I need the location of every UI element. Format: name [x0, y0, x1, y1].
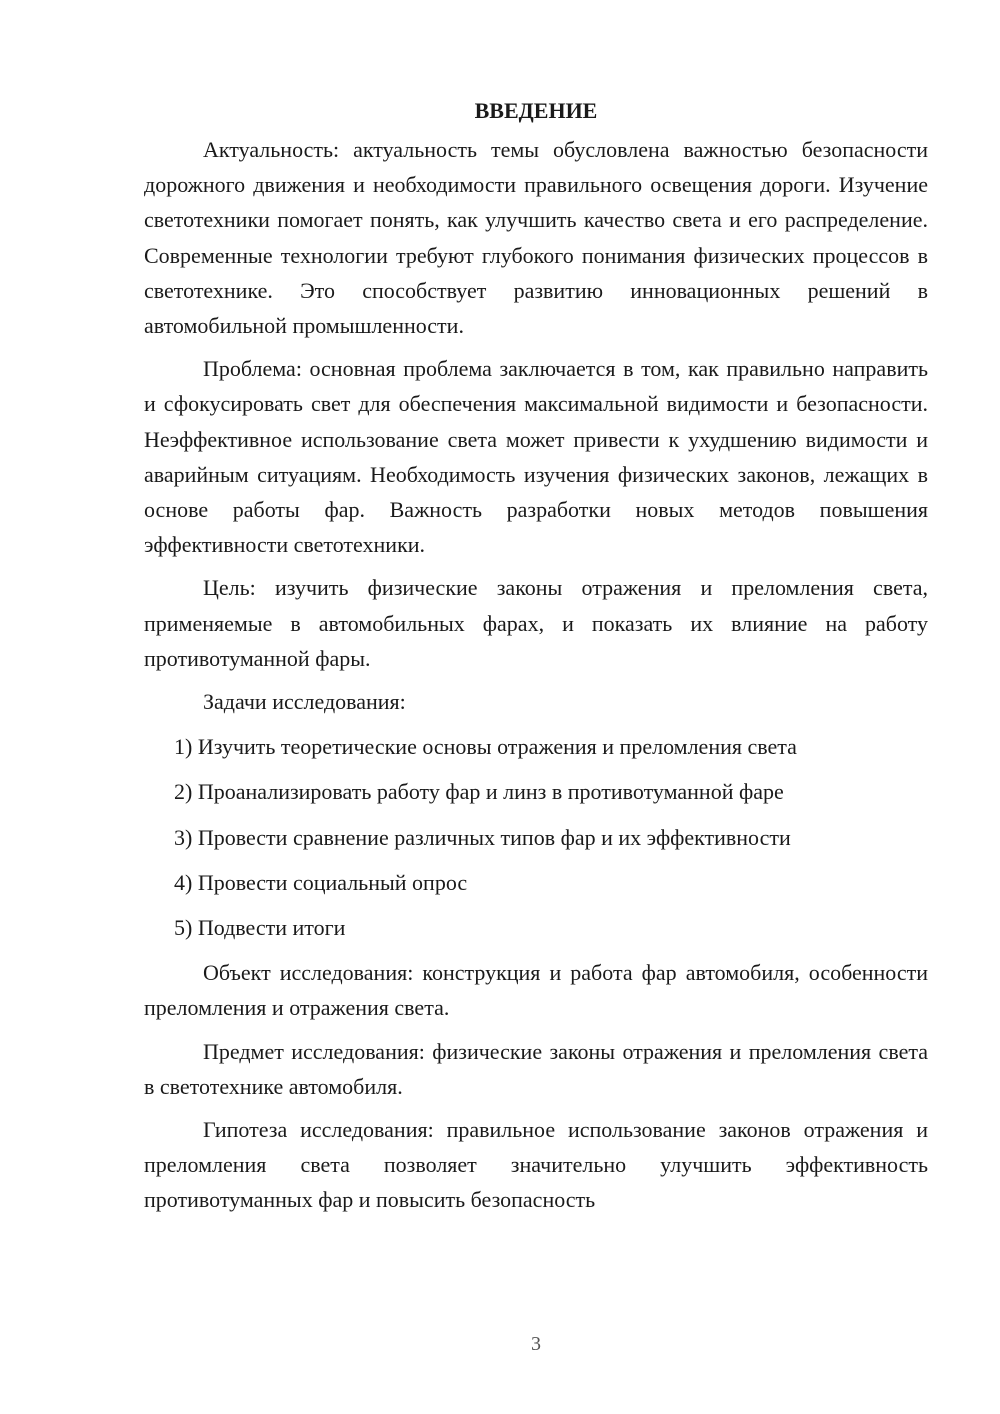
- paragraph-relevance: Актуальность: актуальность темы обусловлена важностью безопасности дорожного движения и необходимости правильного освещения дороги. Изучение светотехники помогает понять, как улучшить качество света и его распределение. Современные технологии требуют глубокого понимания физических процессов в светотехнике. Это способствует развитию инновационных решений в автомобильной промышленности.: [144, 137, 928, 339]
- paragraph-hypothesis: Гипотеза исследования: правильное использование законов отражения и преломления света позволяет значительно улучшить эффективность противотуманных фар и повысить безопасность: [144, 1117, 928, 1213]
- list-item: 5) Подвести итоги: [174, 915, 346, 941]
- tasks-heading: Задачи исследования:: [203, 689, 406, 715]
- tasks-list: [144, 729, 928, 945]
- list-item: 1) Изучить теоретические основы отражения и преломления света: [174, 734, 797, 760]
- page-number: 3: [531, 1333, 541, 1355]
- page-content: [144, 96, 928, 1226]
- paragraph-problem: Проблема: основная проблема заключается в том, как правильно направить и сфокусировать свет для обеспечения максимальной видимости и безопасности. Неэффективное использование света может привести к ухудшению видимости и аварийным ситуациям. Необходимость изучения физических законов, лежащих в основе работы фар. Важность разработки новых методов повышения эффективности светотехники.: [144, 356, 928, 558]
- paragraph-subject: Предмет исследования: физические законы отражения и преломления света в светотехнике автомобиля.: [144, 1038, 928, 1099]
- list-item: 4) Провести социальный опрос: [174, 869, 468, 895]
- page-title: ВВЕДЕНИЕ: [474, 98, 598, 123]
- paragraph-goal: Цель: изучить физические законы отражения и преломления света, применяемые в автомобильных фарах, и показать их влияние на работу противотуманной фары.: [144, 575, 928, 671]
- paragraph-object: Объект исследования: конструкция и работа фар автомобиля, особенности преломления и отражения света.: [144, 960, 928, 1021]
- list-item: 3) Провести сравнение различных типов фар и их эффективности: [174, 824, 791, 850]
- list-item: 2) Проанализировать работу фар и линз в противотуманной фаре: [174, 779, 784, 805]
